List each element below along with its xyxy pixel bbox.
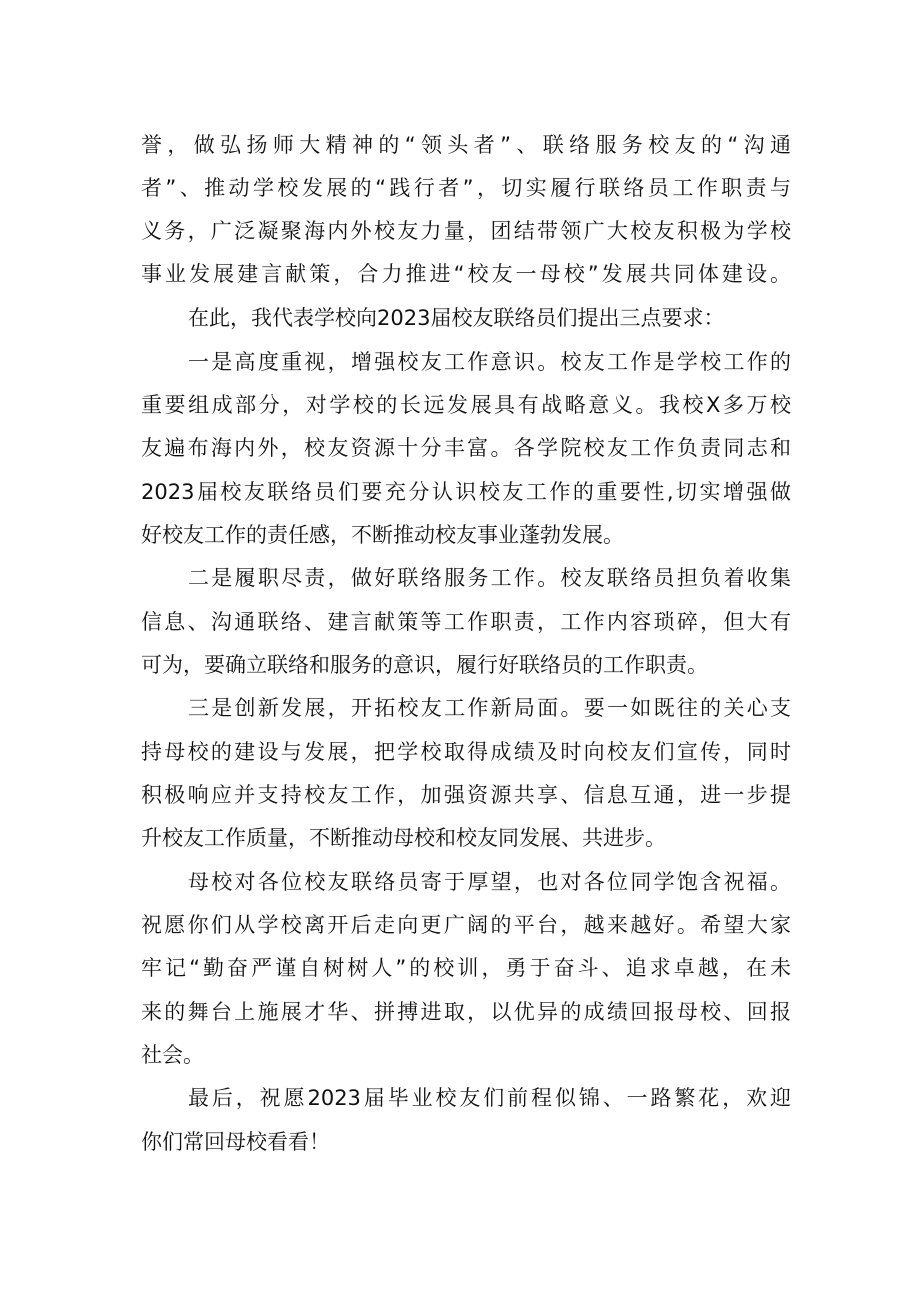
text-line: 母校对各位校友联络员寄于厚望，也对各位同学饱含祝福。 [188,870,791,894]
text-line: 来的舞台上施展才华、拼搏进取，以优异的成绩回报母校、回报 [141,1000,791,1024]
text-line: 事业发展建言献策，合力推进“校友一母校”发展共同体建设。 [141,262,791,286]
text-line: 2023届校友联络员们要充分认识校友工作的重要性,切实增强做 [141,480,791,504]
text-line: 三是创新发展，开拓校友工作新局面。要一如既往的关心支 [188,696,791,720]
text-line: 义务，广泛凝聚海内外校友力量，团结带领广大校友积极为学校 [141,219,791,243]
text-line: 二是履职尽责，做好联络服务工作。校友联络员担负着收集 [188,566,791,590]
text-line: 友遍布海内外，校友资源十分丰富。各学院校友工作负责同志和 [141,436,791,460]
text-line: 祝愿你们从学校离开后走向更广阔的平台，越来越好。希望大家 [141,913,791,937]
text-line: 你们常回母校看看！ [141,1130,330,1154]
text-line: 在此，我代表学校向2023届校友联络员们提出三点要求： [188,306,725,330]
text-line: 誉，做弘扬师大精神的“领头者”、联络服务校友的“沟通 [141,133,791,157]
text-line: 者”、推动学校发展的“践行者”，切实履行联络员工作职责与 [141,176,791,200]
text-line: 积极响应并支持校友工作，加强资源共享、信息互通，进一步提 [141,783,791,807]
text-line: 社会。 [141,1043,204,1067]
text-line: 升校友工作质量，不断推动母校和校友同发展、共进步。 [141,826,666,850]
text-line: 持母校的建设与发展，把学校取得成绩及时向校友们宣传，同时 [141,740,791,764]
text-line: 牢记“勤奋严谨自树树人”的校训，勇于奋斗、追求卓越，在未 [141,956,791,980]
text-line: 可为，要确立联络和服务的意识，履行好联络员的工作职责。 [141,653,708,677]
text-line: 信息、沟通联络、建言献策等工作职责，工作内容琐碎，但大有 [141,610,791,634]
text-line: 重要组成部分，对学校的长远发展具有战略意义。我校X多万校 [141,393,791,417]
text-line: 一是高度重视，增强校友工作意识。校友工作是学校工作的 [188,350,791,374]
text-line: 最后，祝愿2023届毕业校友们前程似锦、一路繁花，欢迎 [188,1086,791,1110]
text-line: 好校友工作的责任感，不断推动校友事业蓬勃发展。 [141,523,624,547]
